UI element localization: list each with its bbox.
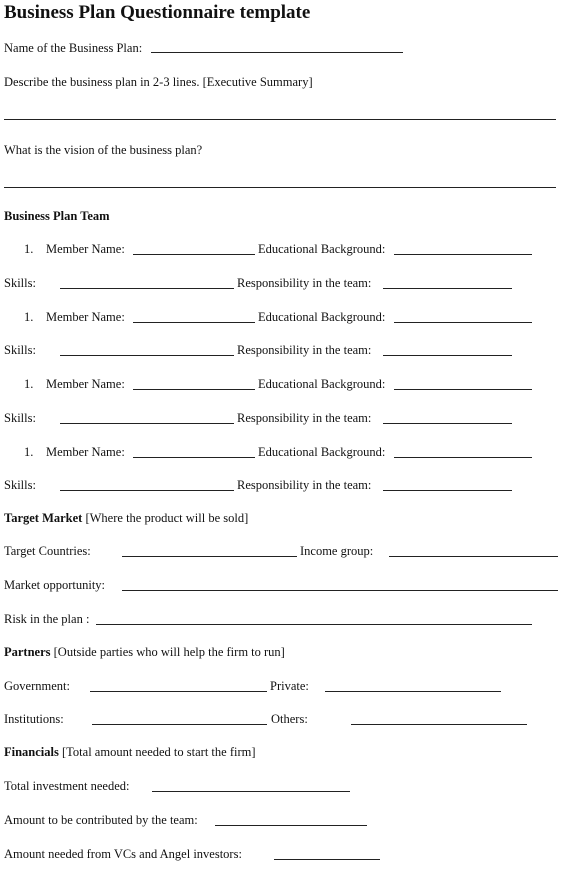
educational-background-label: Educational Background: [258, 242, 386, 256]
member-number: 1. [24, 242, 34, 256]
skills-label: Skills: [4, 276, 36, 290]
market-opportunity-label: Market opportunity: [4, 578, 106, 592]
target-market-heading-row [4, 511, 248, 526]
government-label: Government: [4, 679, 70, 693]
member-number: 1. [24, 377, 34, 391]
target-countries-field[interactable] [122, 556, 297, 557]
team-contribution-label: Amount to be contributed by the team: [4, 813, 198, 827]
financials-heading-row [4, 745, 256, 760]
government-field[interactable] [90, 691, 267, 692]
vision-label: What is the vision of the business plan? [4, 143, 203, 157]
page-title: Business Plan Questionnaire template [4, 2, 311, 23]
team-heading: Business Plan Team [4, 209, 110, 223]
skills-field[interactable] [60, 288, 234, 289]
institutions-label: Institutions: [4, 712, 64, 726]
vc-angel-amount-label: Amount needed from VCs and Angel investors: [4, 847, 242, 861]
financials-heading: Financials [4, 745, 59, 759]
private-label: Private: [270, 679, 309, 693]
total-investment-field[interactable] [152, 791, 350, 792]
member-name-label: Member Name: [46, 242, 125, 256]
responsibility-field[interactable] [383, 355, 512, 356]
responsibility-field[interactable] [383, 490, 512, 491]
member-name-field[interactable] [133, 254, 255, 255]
total-investment-label: Total investment needed: [4, 779, 130, 793]
educational-background-label: Educational Background: [258, 445, 386, 459]
business-plan-name-field[interactable] [151, 52, 403, 53]
others-field[interactable] [351, 724, 527, 725]
skills-label: Skills: [4, 478, 36, 492]
member-number: 1. [24, 445, 34, 459]
responsibility-label: Responsibility in the team: [237, 478, 372, 492]
risk-label: Risk in the plan : [4, 612, 90, 626]
educational-background-label: Educational Background: [258, 377, 386, 391]
team-contribution-field[interactable] [215, 825, 367, 826]
market-opportunity-field[interactable] [122, 590, 558, 591]
partners-heading-row [4, 645, 285, 660]
member-number: 1. [24, 310, 34, 324]
institutions-field[interactable] [92, 724, 267, 725]
responsibility-label: Responsibility in the team: [237, 343, 372, 357]
educational-background-field[interactable] [394, 457, 532, 458]
skills-field[interactable] [60, 355, 234, 356]
target-market-note: [Where the product will be sold] [85, 511, 249, 525]
financials-note: [Total amount needed to start the firm] [62, 745, 256, 759]
vision-field[interactable] [4, 187, 556, 188]
business-plan-name-label: Name of the Business Plan: [4, 41, 143, 55]
responsibility-label: Responsibility in the team: [237, 276, 372, 290]
others-label: Others: [271, 712, 308, 726]
educational-background-field[interactable] [394, 389, 532, 390]
executive-summary-label: Describe the business plan in 2-3 lines. [Executive Summary] [4, 75, 313, 89]
member-name-field[interactable] [133, 457, 255, 458]
skills-label: Skills: [4, 343, 36, 357]
member-name-field[interactable] [133, 389, 255, 390]
private-field[interactable] [325, 691, 501, 692]
educational-background-label: Educational Background: [258, 310, 386, 324]
income-group-label: Income group: [300, 544, 374, 558]
responsibility-label: Responsibility in the team: [237, 411, 372, 425]
target-countries-label: Target Countries: [4, 544, 91, 558]
income-group-field[interactable] [389, 556, 558, 557]
member-name-label: Member Name: [46, 445, 125, 459]
executive-summary-field[interactable] [4, 119, 556, 120]
partners-heading: Partners [4, 645, 51, 659]
target-market-heading: Target Market [4, 511, 83, 525]
skills-label: Skills: [4, 411, 36, 425]
partners-note: [Outside parties who will help the firm to run] [53, 645, 285, 659]
responsibility-field[interactable] [383, 423, 512, 424]
skills-field[interactable] [60, 490, 234, 491]
member-name-label: Member Name: [46, 310, 125, 324]
educational-background-field[interactable] [394, 254, 532, 255]
responsibility-field[interactable] [383, 288, 512, 289]
educational-background-field[interactable] [394, 322, 532, 323]
risk-field[interactable] [96, 624, 532, 625]
skills-field[interactable] [60, 423, 234, 424]
member-name-field[interactable] [133, 322, 255, 323]
vc-angel-amount-field[interactable] [274, 859, 380, 860]
member-name-label: Member Name: [46, 377, 125, 391]
